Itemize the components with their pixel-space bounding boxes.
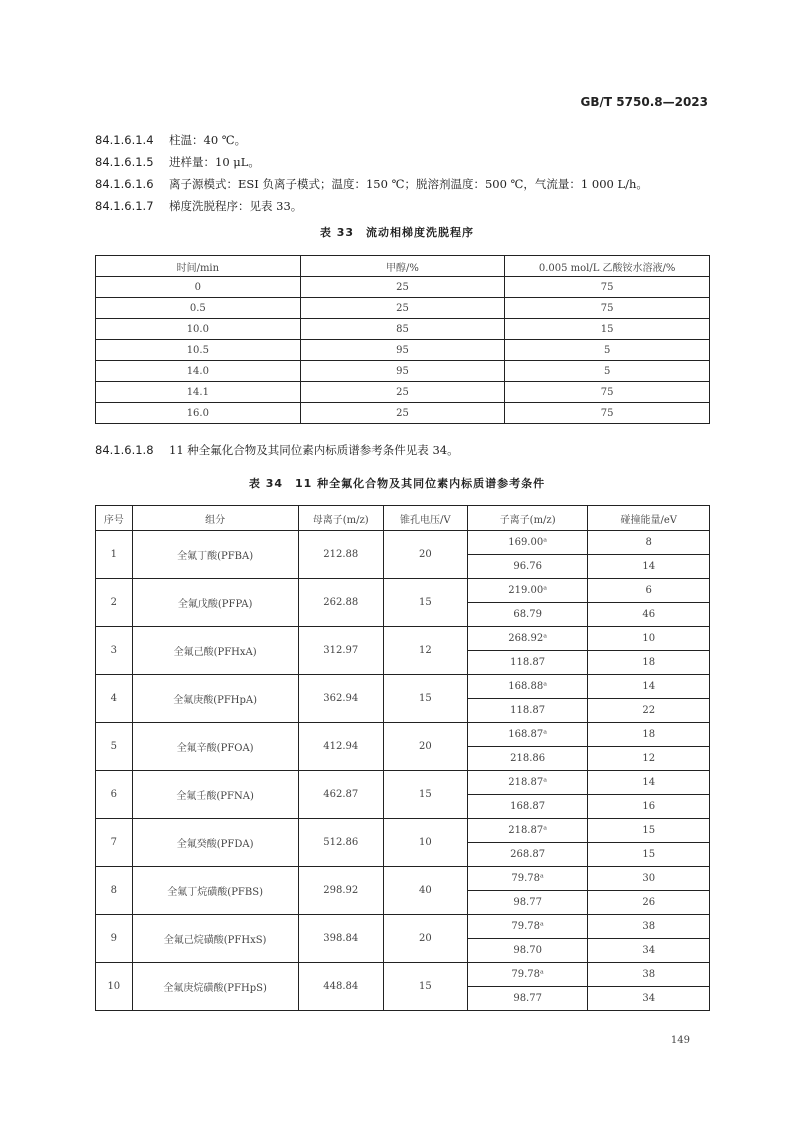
table-row [96,382,710,403]
column-header: 0.005 mol/L 乙酸铵水溶液/% [505,256,710,277]
clause-text: 柱温：40 ℃。 [169,133,247,147]
table-cell: 95 [300,361,505,382]
table-cell: 5 [505,361,710,382]
table-row [96,819,710,843]
table-cell: 25 [300,382,505,403]
table-cell: 412.94 [298,723,383,771]
table-cell: 212.88 [298,531,383,579]
table-cell: 8 [96,867,133,915]
column-header: 母离子(m/z) [298,506,383,531]
table-34 [95,505,710,1011]
table-cell: 268.87 [467,843,588,867]
table-cell: 6 [588,579,710,603]
table-cell: 218.86 [467,747,588,771]
table-cell: 98.77 [467,987,588,1011]
table-cell: 75 [505,277,710,298]
table-cell: 46 [588,603,710,627]
table-cell: 96.76 [467,555,588,579]
table-cell: 10.0 [96,319,301,340]
table-cell: 12 [588,747,710,771]
table-cell: 15 [383,771,467,819]
table-cell: 512.86 [298,819,383,867]
table-cell: 5 [96,723,133,771]
table-cell: 全氟壬酸(PFNA) [132,771,298,819]
table-cell: 98.70 [467,939,588,963]
table-cell: 362.94 [298,675,383,723]
table-row [96,579,710,603]
table-cell: 30 [588,867,710,891]
table-cell: 全氟己酸(PFHxA) [132,627,298,675]
table-cell: 168.88ᵃ [467,675,588,699]
table-cell: 219.00ᵃ [467,579,588,603]
table-cell: 2 [96,579,133,627]
table-cell: 79.78ᵃ [467,915,588,939]
paragraph [95,132,246,148]
clause-number: 84.1.6.1.4 [95,133,154,147]
table-cell: 118.87 [467,651,588,675]
table-cell: 448.84 [298,963,383,1011]
table-cell: 9 [96,915,133,963]
table-cell: 全氟丁烷磺酸(PFBS) [132,867,298,915]
table-cell: 15 [383,675,467,723]
table-cell: 全氟庚酸(PFHpA) [132,675,298,723]
table-cell: 98.77 [467,891,588,915]
table-cell: 26 [588,891,710,915]
table-cell: 0 [96,277,301,298]
table-cell: 15 [588,819,710,843]
table-cell: 15 [505,319,710,340]
paragraph [95,442,459,458]
table-cell: 全氟丁酸(PFBA) [132,531,298,579]
table-cell: 25 [300,403,505,424]
clause-text: 梯度洗脱程序：见表 33。 [169,199,303,213]
table-33 [95,255,710,424]
table-cell: 20 [383,723,467,771]
column-header: 序号 [96,506,133,531]
table-cell: 75 [505,403,710,424]
table-row [96,319,710,340]
table-cell: 262.88 [298,579,383,627]
column-header: 时间/min [96,256,301,277]
table-cell: 10 [96,963,133,1011]
table33-caption: 表 33 流动相梯度洗脱程序 [319,226,475,239]
table-row [96,403,710,424]
table-cell: 全氟庚烷磺酸(PFHpS) [132,963,298,1011]
table-cell: 218.87ᵃ [467,771,588,795]
table-cell: 14.1 [96,382,301,403]
table-cell: 25 [300,298,505,319]
table-cell: 398.84 [298,915,383,963]
table-cell: 15 [383,579,467,627]
table-cell: 15 [588,843,710,867]
clause-number: 84.1.6.1.8 [95,443,154,457]
table34-caption: 表 34 11 种全氟化合物及其同位素内标质谱参考条件 [248,477,546,490]
table-cell: 14 [588,771,710,795]
table-cell: 168.87 [467,795,588,819]
table-cell: 79.78ᵃ [467,963,588,987]
table-row [96,771,710,795]
table-cell: 14 [588,675,710,699]
table-cell: 5 [505,340,710,361]
clause-number: 84.1.6.1.5 [95,155,154,169]
column-header: 子离子(m/z) [467,506,588,531]
table-cell: 18 [588,723,710,747]
table-row [96,675,710,699]
table-cell: 38 [588,963,710,987]
table-cell: 38 [588,915,710,939]
table-cell: 10 [588,627,710,651]
table-cell: 462.87 [298,771,383,819]
table-cell: 34 [588,987,710,1011]
table-cell: 16 [588,795,710,819]
column-header: 组分 [132,506,298,531]
table-cell: 4 [96,675,133,723]
table-cell: 1 [96,531,133,579]
column-header: 碰撞能量/eV [588,506,710,531]
table-cell: 6 [96,771,133,819]
table-header-row [96,506,710,531]
paragraph [95,154,260,170]
column-header: 锥孔电压/V [383,506,467,531]
table-cell: 40 [383,867,467,915]
table-row [96,277,710,298]
table-cell: 全氟己烷磺酸(PFHxS) [132,915,298,963]
table-cell: 15 [383,963,467,1011]
table-cell: 268.92ᵃ [467,627,588,651]
table-cell: 168.87ᵃ [467,723,588,747]
table-cell: 169.00ᵃ [467,531,588,555]
table-cell: 20 [383,531,467,579]
table-cell: 全氟戊酸(PFPA) [132,579,298,627]
table-cell: 14 [588,555,710,579]
table-cell: 3 [96,627,133,675]
table-cell: 22 [588,699,710,723]
table-cell: 20 [383,915,467,963]
table-cell: 10 [383,819,467,867]
table-cell: 34 [588,939,710,963]
table-cell: 298.92 [298,867,383,915]
column-header: 甲醇/% [300,256,505,277]
table-row [96,298,710,319]
page-number: 149 [670,1035,690,1046]
table-cell: 75 [505,298,710,319]
paragraph [95,198,302,214]
clause-text: 11 种全氟化合物及其同位素内标质谱参考条件见表 34。 [169,443,459,457]
table-cell: 18 [588,651,710,675]
table-row [96,627,710,651]
table-cell: 14.0 [96,361,301,382]
table-cell: 0.5 [96,298,301,319]
table-cell: 全氟辛酸(PFOA) [132,723,298,771]
table-cell: 68.79 [467,603,588,627]
table-cell: 25 [300,277,505,298]
table-cell: 75 [505,382,710,403]
table-cell: 10.5 [96,340,301,361]
table-row [96,915,710,939]
standard-number: GB/T 5750.8—2023 [580,95,708,109]
table-row [96,867,710,891]
table-cell: 8 [588,531,710,555]
clause-text: 离子源模式：ESI 负离子模式；温度：150 ℃；脱溶剂温度：500 ℃，气流量：1 000 L/h。 [169,177,648,191]
table-cell: 79.78ᵃ [467,867,588,891]
table-row [96,361,710,382]
table-cell: 7 [96,819,133,867]
table-row [96,340,710,361]
clause-text: 进样量：10 μL。 [169,155,260,169]
table-row [96,531,710,555]
table-row [96,963,710,987]
clause-number: 84.1.6.1.7 [95,199,154,213]
table-cell: 全氟癸酸(PFDA) [132,819,298,867]
table-cell: 85 [300,319,505,340]
table-cell: 12 [383,627,467,675]
table-header-row [96,256,710,277]
table-cell: 95 [300,340,505,361]
table-cell: 118.87 [467,699,588,723]
table-cell: 312.97 [298,627,383,675]
table-cell: 218.87ᵃ [467,819,588,843]
table-cell: 16.0 [96,403,301,424]
table-row [96,723,710,747]
paragraph [95,176,648,192]
clause-number: 84.1.6.1.6 [95,177,154,191]
